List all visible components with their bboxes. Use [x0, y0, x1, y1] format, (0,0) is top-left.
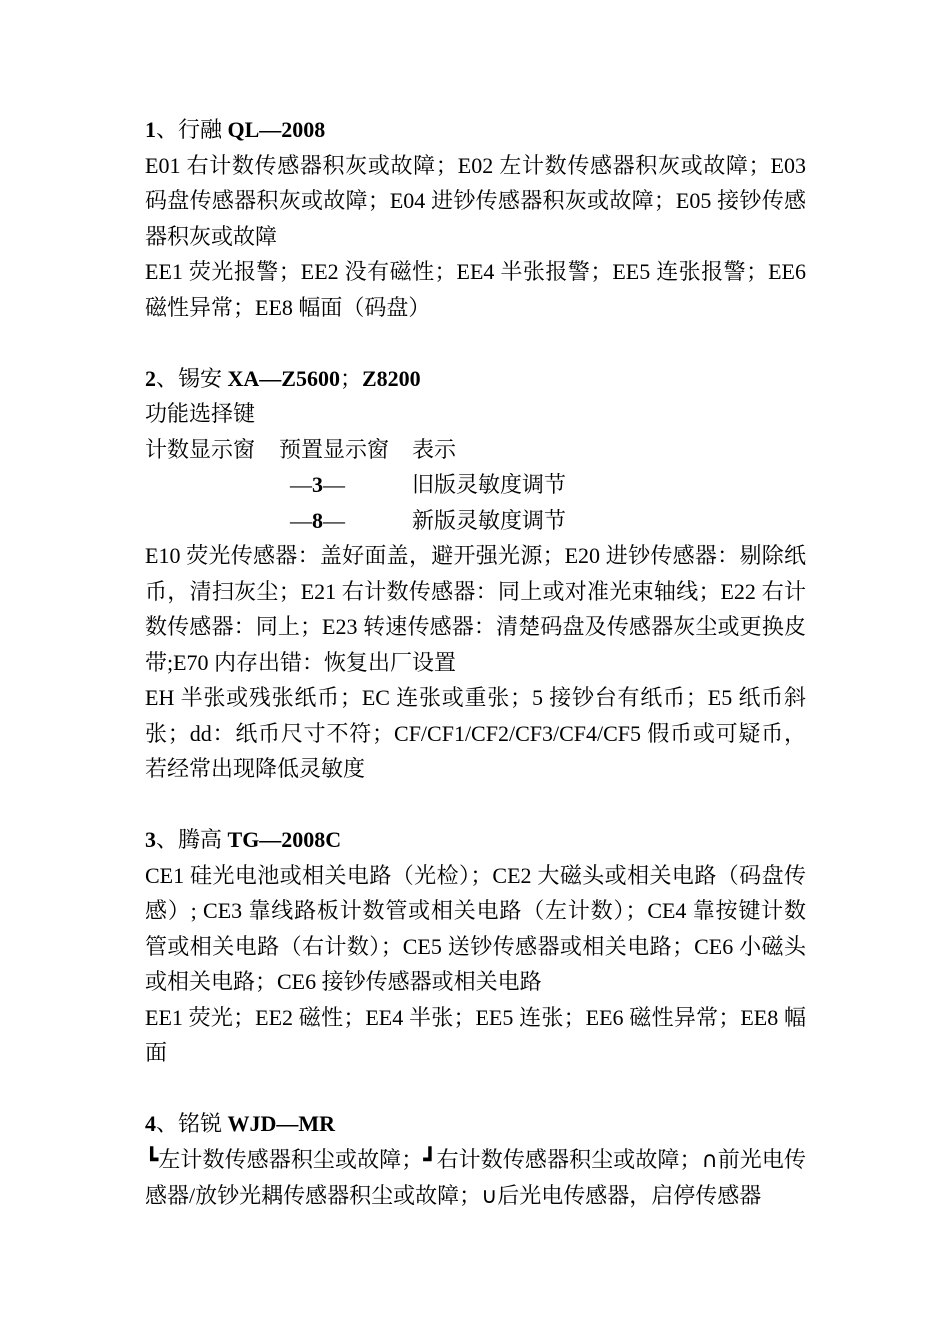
display-table-header — [145, 432, 806, 468]
model-number-2: Z8200 — [361, 365, 421, 391]
status-codes-paragraph: EH 半张或残张纸币；EC 连张或重张；5 接钞台有纸币；E5 纸币斜张；dd：纸币尺寸不符；CF/CF1/CF2/CF3/CF4/CF5 假币或可疑币，若经常出现降低灵敏度 — [145, 685, 806, 781]
brand-name: 、腾高 — [156, 827, 228, 852]
section-xa-z5600 — [145, 361, 806, 787]
section-number: 2 — [145, 365, 156, 391]
preset-code — [279, 503, 412, 539]
code-digit: 3 — [312, 472, 323, 497]
document-body — [145, 112, 806, 1215]
section-ql2008 — [145, 112, 806, 325]
error-codes-paragraph: E01 右计数传感器积灰或故障；E02 左计数传感器积灰或故障；E03 码盘传感器积灰或故障；E04 进钞传感器积灰或故障；E05 接钞传感器积灰或故障 — [145, 152, 806, 249]
symbol-codes-paragraph — [145, 1142, 806, 1215]
code-digit: 8 — [312, 507, 323, 533]
alarm-codes-paragraph: EE1 荧光；EE2 磁性；EE4 半张；EE5 连张；EE6 磁性异常；EE8 幅面 — [145, 1004, 806, 1065]
model-number: WJD—MR — [227, 1111, 336, 1136]
dash-left: — — [290, 507, 312, 533]
section-wjd-mr — [145, 1106, 806, 1215]
col-preset-display: 预置显示窗 — [279, 436, 390, 462]
dash-left: — — [290, 472, 312, 497]
cup-symbol: ∪ — [481, 1184, 498, 1209]
symbol-description: 前光电传感器/放钞光耦传感器积尘或故障； — [145, 1146, 806, 1208]
brand-name: 、行融 — [156, 117, 228, 142]
corner-right-symbol: ┛ — [423, 1147, 437, 1173]
model-number: XA—Z5600 — [227, 365, 340, 391]
section-heading — [145, 1106, 806, 1142]
symbol-description: 右计数传感器积尘或故障； — [436, 1146, 702, 1172]
section-heading — [145, 112, 806, 148]
meaning-cell: 新版灵敏度调节 — [412, 507, 567, 533]
model-number: QL—2008 — [227, 117, 326, 142]
function-key-label: 功能选择键 — [145, 401, 256, 426]
error-codes-paragraph: CE1 硅光电池或相关电路（光检）；CE2 大磁头或相关电路（码盘传感）; CE3 靠线路板计数管或相关电路（左计数）；CE4 靠按键计数管或相关电路（右计数）；CE5 送钞传感器或相关电路；CE6 小磁头或相关电路；CE6 接钞传感器或相关电路 — [145, 862, 806, 994]
col-meaning: 表示 — [412, 436, 457, 462]
section-number: 1 — [145, 117, 156, 142]
section-number: 4 — [145, 1111, 156, 1136]
section-heading — [145, 361, 806, 397]
section-tg2008c — [145, 822, 806, 1071]
cap-symbol: ∩ — [701, 1147, 718, 1173]
display-table-row — [145, 467, 806, 503]
col-count-display: 计数显示窗 — [145, 436, 256, 462]
alarm-codes-paragraph: EE1 荧光报警；EE2 没有磁性；EE4 半张报警；EE5 连张报警；EE6 磁性异常；EE8 幅面（码盘） — [145, 259, 806, 320]
brand-name: 、铭锐 — [156, 1111, 228, 1136]
preset-code — [279, 467, 412, 503]
symbol-description: 后光电传感器，启停传感器 — [497, 1183, 762, 1208]
model-separator: ； — [339, 365, 362, 391]
brand-name: 、锡安 — [156, 365, 228, 391]
model-number: TG—2008C — [227, 827, 342, 852]
dash-right: — — [323, 472, 345, 497]
section-heading — [145, 822, 806, 858]
dash-right: — — [323, 507, 345, 533]
meaning-cell: 旧版灵敏度调节 — [412, 472, 567, 497]
count-display-cell — [145, 503, 279, 539]
corner-left-symbol: ┗ — [145, 1147, 159, 1173]
count-display-cell — [145, 467, 279, 503]
section-number: 3 — [145, 827, 156, 852]
symbol-description: 左计数传感器积尘或故障； — [158, 1146, 424, 1172]
error-codes-paragraph: E10 荧光传感器：盖好面盖，避开强光源；E20 进钞传感器：剔除纸币，清扫灰尘；E21 右计数传感器：同上或对准光束轴线；E22 右计数传感器：同上；E23 转速传感器：清楚码盘及传感器灰尘或更换皮带;E70 内存出错：恢复出厂设置 — [145, 543, 806, 675]
display-table-row — [145, 503, 806, 539]
